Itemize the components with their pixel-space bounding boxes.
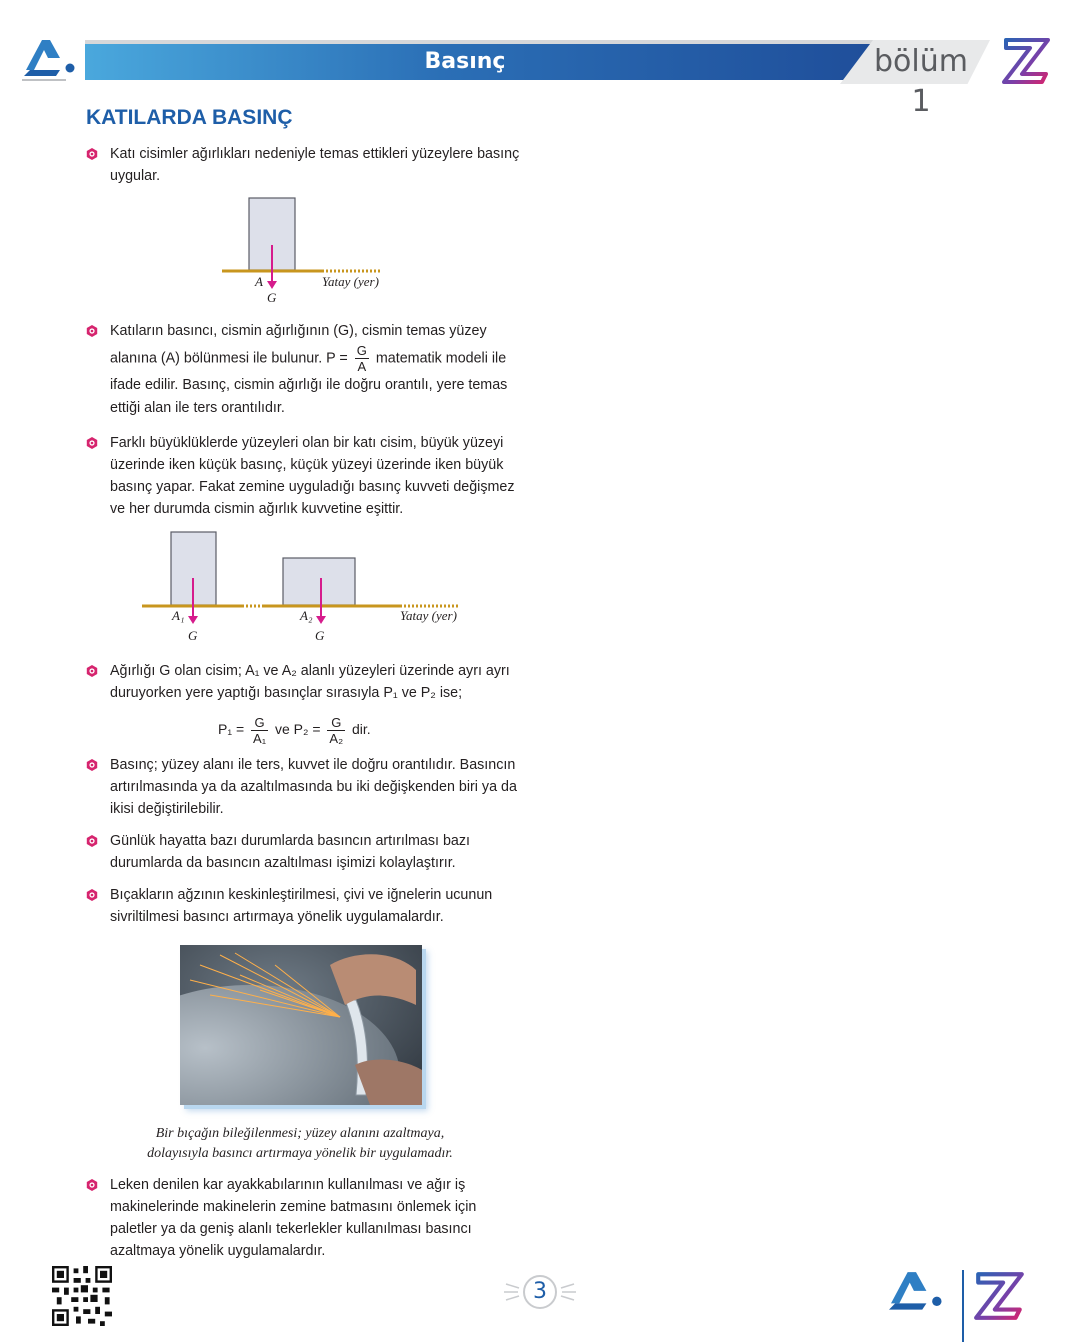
pressure-formula-pair — [218, 711, 418, 747]
p2-fraction — [327, 715, 345, 746]
chapter-label: bölüm 1 — [874, 44, 968, 119]
p1-label: P₁ = — [218, 721, 245, 737]
formula-numerator: G — [356, 343, 367, 358]
footer-divider — [962, 1270, 964, 1342]
knife-sharpening-photo — [180, 945, 422, 1105]
p2-label: P₂ = — [293, 721, 321, 737]
area-2-label: A₂ — [300, 608, 313, 623]
p2-denominator: A₂ — [329, 730, 344, 746]
bullet-icon — [86, 835, 98, 847]
page-number: 3 — [533, 1279, 547, 1304]
caption-line-1: Bir bıçağın bileğilenmesi; yüzey alanını azaltmaya, — [155, 1126, 445, 1141]
p1-denominator: A₁ — [253, 730, 267, 746]
weight-1-label: G — [188, 628, 198, 643]
paragraph-2-text-a: Katıların basıncı, cismin ağırlığının (G), cismin temas yüzey alanına (A) bölünmesi ile bulunur. P = — [110, 323, 487, 367]
knife-sharpening-illustration — [180, 945, 422, 1105]
qr-code-icon[interactable] — [52, 1266, 112, 1326]
paragraph-1: Katı cisimler ağırlıkları nedeniyle temas ettikleri yüzeylere basınç uygular. — [110, 146, 520, 184]
publisher-logo-icon — [884, 1268, 948, 1318]
p1-fraction — [251, 715, 268, 746]
area-label: A — [255, 274, 263, 289]
page-title: Basınç — [424, 49, 506, 74]
bullet-icon — [86, 1179, 98, 1191]
bullet-icon — [86, 148, 98, 160]
z-logo-icon — [1000, 36, 1054, 84]
bullet-icon — [86, 437, 98, 449]
p2-numerator: G — [327, 715, 345, 731]
weight-2-label: G — [315, 628, 325, 643]
bullet-icon — [86, 325, 98, 337]
paragraph-6: Günlük hayatta bazı durumlarda basıncın artırılması bazı durumlarda da basıncın azaltılması işimizi kolaylaştırır. — [110, 833, 470, 871]
publisher-logo-icon — [20, 36, 80, 84]
paragraph-2-text-b: matematik modeli ile ifade edilir. Basınç, cismin ağırlığı ile doğru orantılı, yere temas ettiği alan ile ters orantılıdır. — [110, 350, 508, 416]
p1-numerator: G — [251, 715, 268, 731]
formula-denominator: A — [357, 359, 367, 374]
paragraph-7: Bıçakların ağzının keskinleştirilmesi, çivi ve iğnelerin ucunun sivriltilmesi basıncı artırmaya yönelik uygulamalardır. — [110, 887, 493, 925]
area-1-label: A₁ — [172, 608, 185, 623]
photo-caption — [110, 1124, 490, 1164]
ve-label: ve — [274, 721, 290, 737]
section-title: KATILARDA BASINÇ — [86, 106, 293, 129]
page-number-badge — [500, 1268, 580, 1316]
weight-label: G — [267, 290, 277, 305]
paragraph-4: Ağırlığı G olan cisim; A₁ ve A₂ alanlı yüzeyleri üzerinde ayrı ayrı duruyorken yere yaptığı basınçlar sırasıyla P₁ ve P₂ ise; — [110, 663, 510, 701]
bullet-icon — [86, 665, 98, 677]
paragraph-8: Leken denilen kar ayakkabılarının kullanılması ve ağır iş makinelerinde makinelerin zemine batmasını önlemek için paletler ya da geniş alanlı tekerlekler kullanılması basıncı azaltmaya yönelik uygulamalardır. — [110, 1177, 477, 1259]
bullet-icon — [86, 759, 98, 771]
paragraph-5: Basınç; yüzey alanı ile ters, kuvvet ile doğru orantılıdır. Basıncın artırılmasında ya da azaltılmasında bu iki değişkenden biri ya da ikisi değiştirilebilir. — [110, 757, 517, 817]
dir-label: dir. — [352, 721, 371, 737]
bullet-icon — [86, 889, 98, 901]
ground-label: Yatay (yer) — [322, 274, 379, 289]
z-logo-icon — [972, 1268, 1028, 1322]
ground-label-2: Yatay (yer) — [400, 608, 457, 623]
caption-line-2: dolayısıyla basıncı artırmaya yönelik bir uygulamadır. — [147, 1146, 453, 1161]
paragraph-3: Farklı büyüklüklerde yüzeyleri olan bir katı cisim, büyük yüzeyi üzerinde iken küçük basınç, küçük yüzeyi üzerinde iken büyük basınç yapar. Fakat zemine uyguladığı basınç kuvveti değişmez ve her durumda cismin ağırlık kuvvetine eşittir. — [110, 435, 515, 517]
pressure-formula — [355, 343, 369, 374]
paragraph-2 — [110, 320, 520, 420]
